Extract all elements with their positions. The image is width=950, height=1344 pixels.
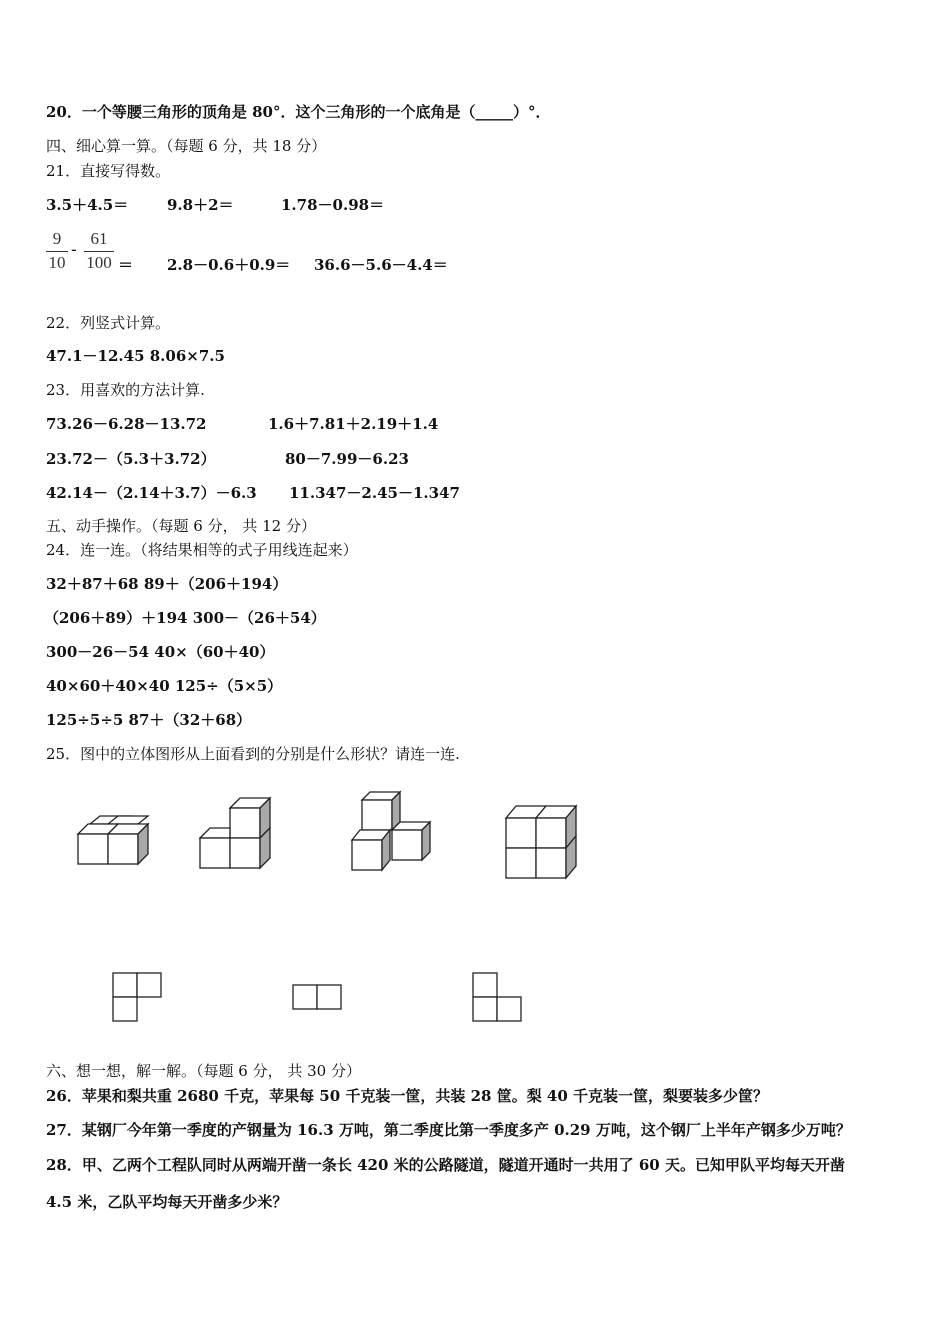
calc-item: 36.6－5.6－4.4＝: [314, 256, 448, 274]
question-27: 27．某钢厂今年第一季度的产钢量为 16.3 万吨，第二季度比第一季度多产 0.29 万吨，这个钢厂上半年产钢多少万吨？: [46, 1121, 851, 1139]
match-row: 125÷5÷5 87＋（32＋68）: [46, 711, 252, 729]
equals-sign: ＝: [118, 256, 134, 274]
calc-item: 9.8＋2＝: [167, 196, 234, 214]
top-view-3: [472, 972, 522, 1022]
match-row: 32＋87＋68 89＋（206＋194）: [46, 575, 288, 593]
match-row: 40×60＋40×40 125÷（5×5）: [46, 677, 283, 695]
calc-item: 2.8－0.6＋0.9＝: [167, 256, 291, 274]
calc-item: 42.14－（2.14＋3.7）－6.3: [46, 484, 257, 502]
solid-figure-2: [192, 792, 282, 876]
calc-item: 73.26－6.28－13.72: [46, 415, 207, 433]
question-28-line-1: 28．甲、乙两个工程队同时从两端开凿一条长 420 米的公路隧道，隧道开通时一共用了 60 天。已知甲队平均每天开凿: [46, 1156, 845, 1174]
fraction-numerator: 9: [52, 229, 62, 248]
solid-figure-3: [344, 786, 444, 876]
calc-item: 11.347－2.45－1.347: [289, 484, 460, 502]
question-22-items: 47.1－12.45 8.06×7.5: [46, 347, 225, 365]
fraction-denominator: 10: [48, 253, 66, 272]
calc-item: 3.5＋4.5＝: [46, 196, 129, 214]
fraction-61-100: [84, 229, 114, 273]
question-26: 26．苹果和梨共重 2680 千克，苹果每 50 千克装一筐，共装 28 筐。梨 40 千克装一筐，梨要装多少筐？: [46, 1087, 769, 1105]
minus-sign: -: [71, 240, 77, 260]
question-22-title: 22．列竖式计算。: [46, 314, 171, 332]
question-21-title: 21．直接写得数。: [46, 162, 171, 180]
question-28-line-2: 4.5 米，乙队平均每天开凿多少米？: [46, 1193, 288, 1211]
match-row: （206＋89）＋194 300－（26＋54）: [44, 609, 326, 627]
solid-figure-4: [498, 800, 588, 884]
section-5-heading: 五、动手操作。（每题 6 分， 共 12 分）: [46, 517, 316, 535]
question-24-title: 24．连一连。（将结果相等的式子用线连起来）: [46, 541, 358, 559]
fraction-bar: [84, 251, 114, 252]
fraction-denominator: 100: [86, 253, 112, 272]
calc-item: 1.6＋7.81＋2.19＋1.4: [268, 415, 439, 433]
calc-item: 80－7.99－6.23: [285, 450, 409, 468]
solid-figure-1: [70, 808, 160, 872]
match-row: 300－26－54 40×（60＋40）: [46, 643, 275, 661]
calc-item: 1.78－0.98＝: [281, 196, 385, 214]
top-view-1: [112, 972, 162, 1022]
section-4-heading: 四、细心算一算。（每题 6 分，共 18 分）: [46, 137, 327, 155]
section-6-heading: 六、想一想，解一解。（每题 6 分， 共 30 分）: [46, 1062, 361, 1080]
calc-item: 23.72－（5.3＋3.72）: [46, 450, 216, 468]
fraction-9-10: [46, 229, 68, 273]
question-25-title: 25．图中的立体图形从上面看到的分别是什么形状？请连一连.: [46, 745, 460, 763]
question-23-title: 23．用喜欢的方法计算.: [46, 381, 205, 399]
fraction-bar: [46, 251, 68, 252]
top-view-2: [292, 984, 342, 1010]
fraction-numerator: 61: [90, 229, 108, 248]
question-20: 20．一个等腰三角形的顶角是 80°．这个三角形的一个底角是（_____）°．: [46, 103, 551, 121]
